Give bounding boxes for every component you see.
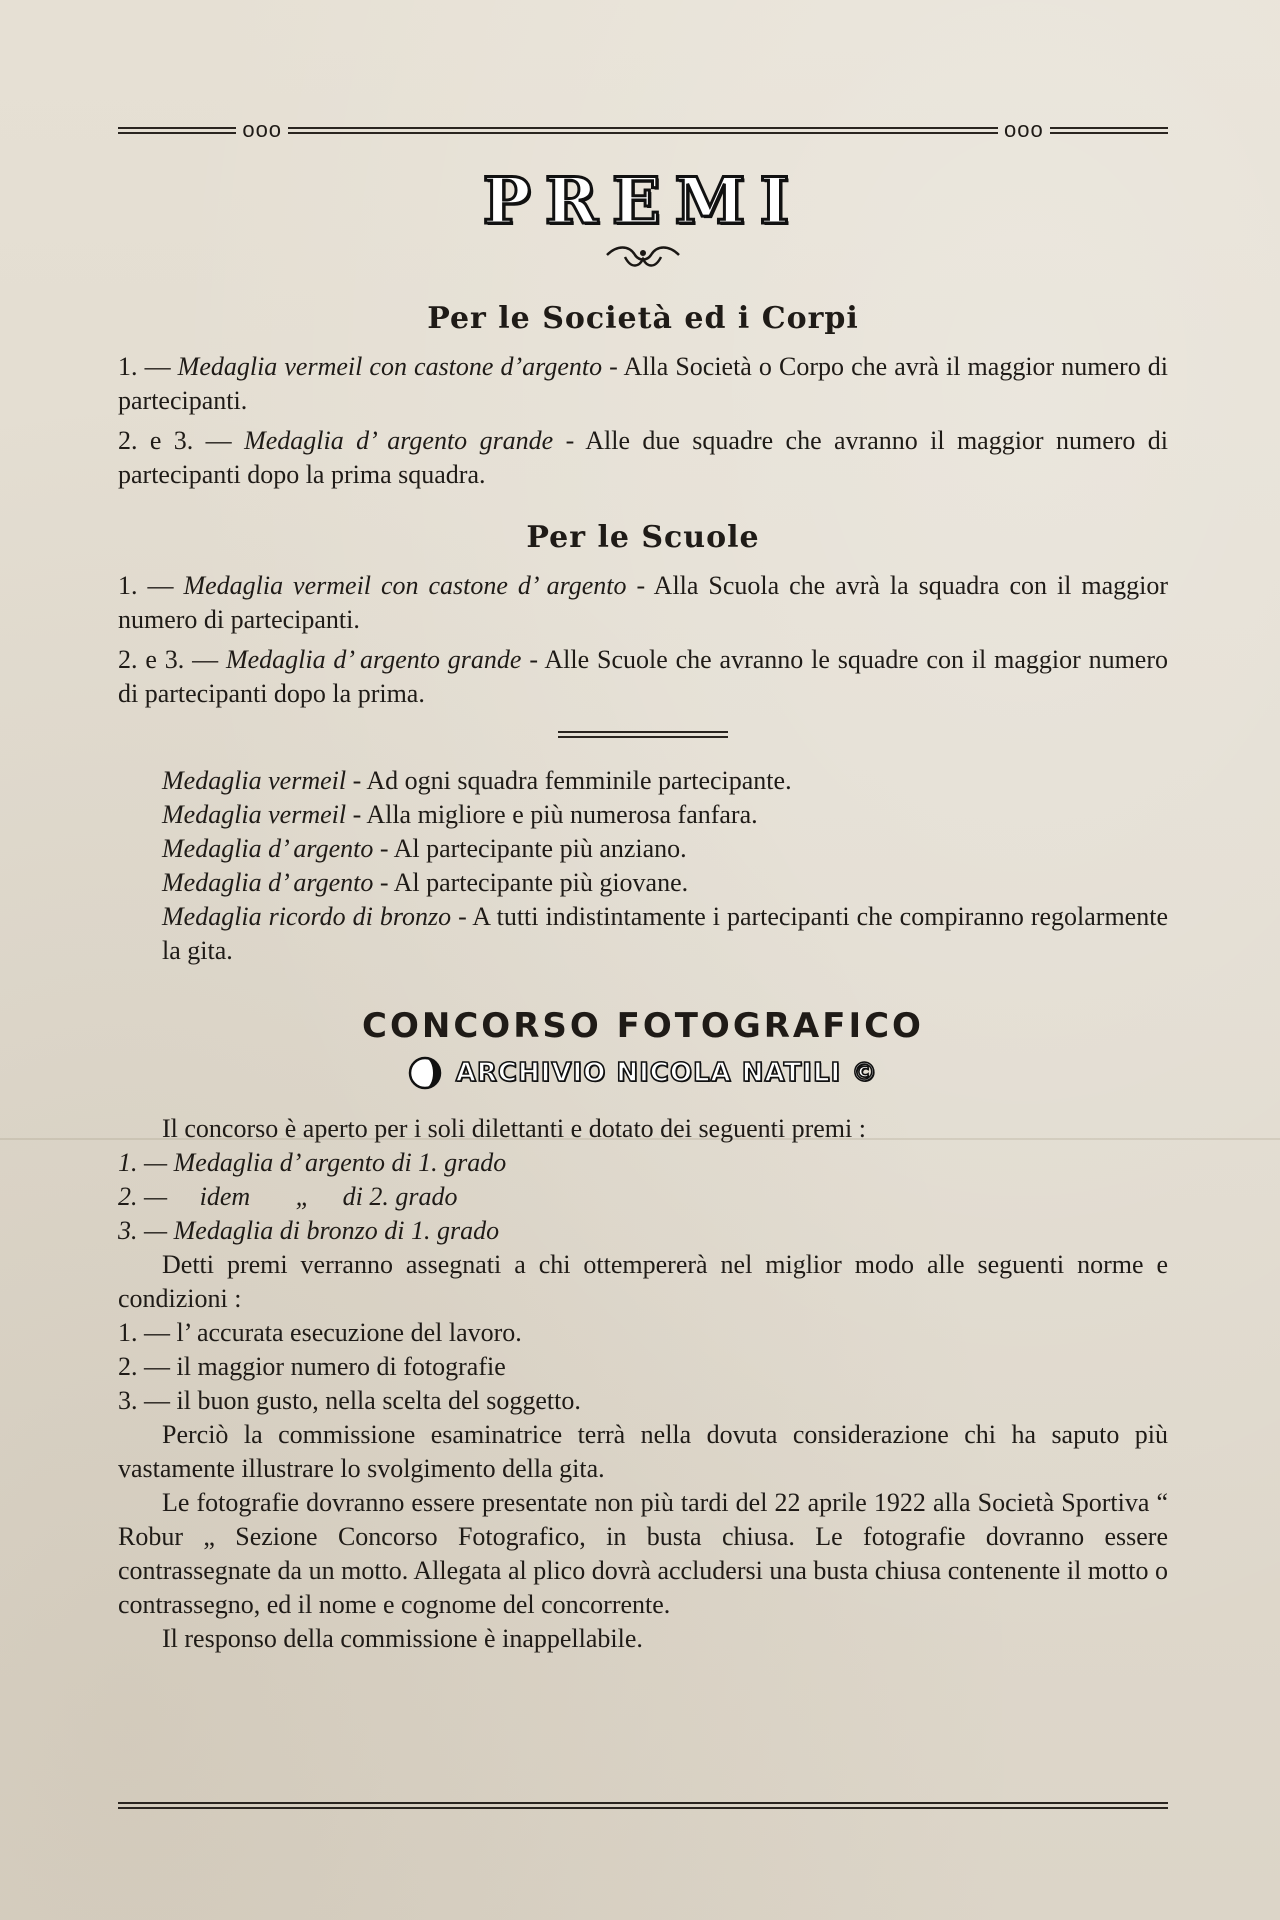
- norme-list: [118, 1316, 1168, 1418]
- prize-text: - Alle Scuole che avranno le squadre con il maggior numero di partecipanti dopo la prima.: [118, 645, 1169, 708]
- section-heading-scuole: Per le Scuole: [526, 520, 760, 555]
- watermark-text: ARCHIVIO NICOLA NATILI ©: [455, 1058, 879, 1088]
- societa-prize-2: [118, 424, 1168, 492]
- other-prize: [162, 832, 1168, 866]
- norma-item: 1. — l’ accurata esecuzione del lavoro.: [118, 1318, 522, 1347]
- prize-medal: Medaglia d’ argento: [162, 868, 374, 897]
- rule-segment: [118, 1802, 1168, 1809]
- prize-text: - Alla migliore e più numerosa fanfara.: [346, 800, 758, 829]
- paragraph-commissione: Perciò la commissione esaminatrice terrà nella dovuta considerazione chi ha saputo più vastamente illustrare lo svolgimento della gita.: [118, 1420, 1168, 1483]
- rule-segment: [118, 127, 236, 134]
- paragraph-responso: Il responso della commissione è inappellabile.: [162, 1624, 643, 1653]
- scuole-prize-2: [118, 643, 1168, 711]
- prize-number: 2. e 3. —: [118, 645, 219, 674]
- section-heading-concorso: CONCORSO FOTOGRAFICO: [362, 1006, 924, 1046]
- prize-number: 1. —: [118, 571, 174, 600]
- other-prize: [162, 866, 1168, 900]
- prize-text: - Alle due squadre che avranno il maggior numero di partecipanti dopo la prima squadra.: [118, 426, 1168, 489]
- ornament-right: ooo: [1003, 117, 1044, 142]
- prize-sheet: [118, 110, 1168, 1656]
- prize-text: - Al partecipante più giovane.: [373, 868, 689, 897]
- prize-text: - Alla Scuola che avrà la squadra con il maggior numero di partecipanti.: [118, 571, 1169, 634]
- prize-text: - Alla Società o Corpo che avrà il maggior numero di partecipanti.: [118, 352, 1168, 415]
- prize-text: - Al partecipante più anziano.: [373, 834, 687, 863]
- flourish-ornament-icon: [603, 243, 683, 273]
- photo-prize: 1. — Medaglia d’ argento di 1. grado: [118, 1148, 507, 1177]
- prize-medal: Medaglia vermeil: [162, 800, 347, 829]
- prize-medal: Medaglia d’ argento: [162, 834, 374, 863]
- prize-text: - A tutti indistintamente i partecipanti che compiranno regolarmente la gita.: [162, 902, 1168, 965]
- watermark-logo-icon: [408, 1056, 442, 1090]
- concorso-intro: Il concorso è aperto per i soli dilettanti e dotato dei seguenti premi :: [162, 1114, 866, 1143]
- other-prize: [162, 798, 1168, 832]
- photo-prize: 3. — Medaglia di bronzo di 1. grado: [118, 1216, 500, 1245]
- prize-medal: Medaglia d’ argento grande: [225, 645, 522, 674]
- rule-segment: [288, 127, 998, 134]
- prize-medal: Medaglia d’ argento grande: [244, 426, 554, 455]
- photo-prizes-list: [118, 1146, 1168, 1248]
- scuole-prize-1: [118, 569, 1168, 637]
- archive-watermark: [118, 1056, 1168, 1090]
- norma-item: 3. — il buon gusto, nella scelta del soggetto.: [118, 1386, 581, 1415]
- societa-prize-1: [118, 350, 1168, 418]
- other-prize: [162, 900, 1168, 968]
- other-prizes-list: [118, 764, 1168, 968]
- prize-number: 1. —: [118, 352, 171, 381]
- photo-prize: 2. — idem „ di 2. grado: [118, 1182, 458, 1211]
- paragraph-consegna: Le fotografie dovranno essere presentate non più tardi del 22 aprile 1922 alla Società Sportiva “ Robur „ Sezione Concorso Fotografico, in busta chiusa. Le fotografie dovranno essere contrassegnate da un motto. Allegata al plico dovrà accludersi una busta chiusa contenente il motto o contrassegno, ed il nome e cognome del concorrente.: [118, 1488, 1168, 1619]
- prize-medal: Medaglia vermeil con castone d’ argento: [183, 571, 627, 600]
- section-divider: [558, 731, 728, 738]
- prize-medal: Medaglia vermeil con castone d’argento: [177, 352, 603, 381]
- norma-item: 2. — il maggior numero di fotografie: [118, 1352, 506, 1381]
- ornament-left: ooo: [242, 117, 283, 142]
- rule-segment: [1050, 127, 1168, 134]
- prize-medal: Medaglia vermeil: [162, 766, 347, 795]
- page-title: PREMI: [482, 164, 804, 239]
- prize-medal: Medaglia ricordo di bronzo: [162, 902, 452, 931]
- other-prize: [162, 764, 1168, 798]
- prize-number: 2. e 3. —: [118, 426, 232, 455]
- bottom-rule: [118, 1785, 1168, 1825]
- prize-text: - Ad ogni squadra femminile partecipante.: [346, 766, 792, 795]
- top-ornament-rule: [118, 110, 1168, 150]
- section-heading-societa: Per le Società ed i Corpi: [427, 301, 859, 336]
- norme-intro: Detti premi verranno assegnati a chi ottempererà nel miglior modo alle seguenti norme e condizioni :: [118, 1250, 1168, 1313]
